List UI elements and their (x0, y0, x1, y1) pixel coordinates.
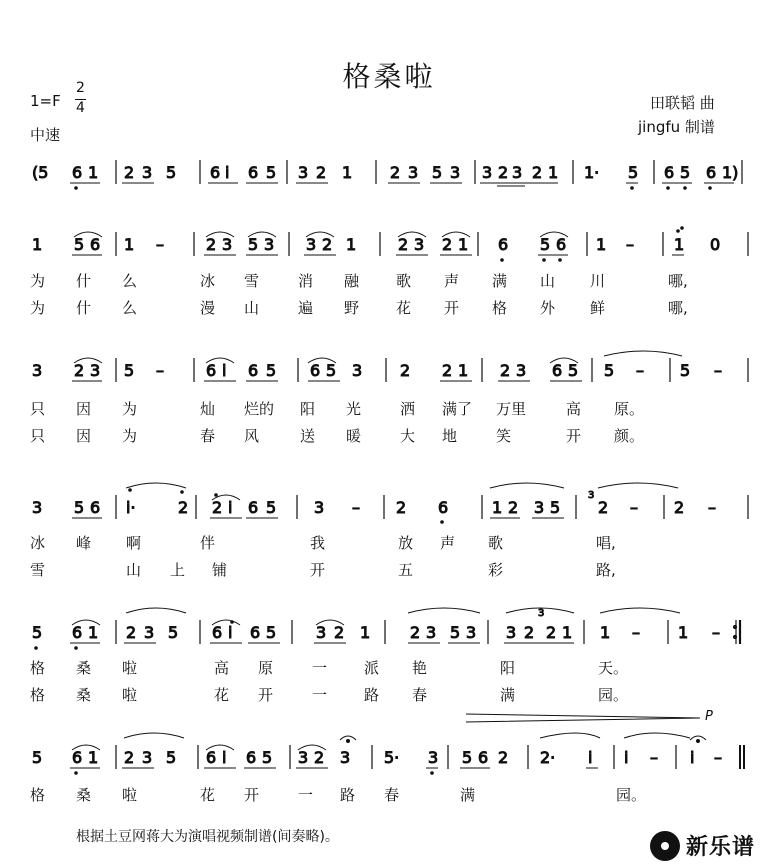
svg-text:1: 1 (492, 498, 503, 517)
svg-text:6: 6 (556, 235, 567, 254)
svg-text:3: 3 (144, 623, 155, 642)
svg-text:1: 1 (458, 235, 469, 254)
svg-text:3: 3 (90, 361, 101, 380)
svg-text:6: 6 (478, 748, 489, 767)
svg-text:3: 3 (316, 623, 327, 642)
svg-text:2: 2 (74, 361, 85, 380)
svg-text:1: 1 (342, 163, 353, 182)
svg-text:1: 1 (88, 748, 99, 767)
svg-text:–: – (630, 498, 638, 517)
svg-text:5: 5 (124, 361, 135, 380)
svg-text:2: 2 (532, 163, 543, 182)
svg-text:3: 3 (516, 361, 527, 380)
svg-text:2: 2 (396, 498, 407, 517)
svg-text:–: – (714, 361, 722, 380)
svg-text:5: 5 (550, 498, 561, 517)
svg-text:2: 2 (126, 623, 137, 642)
svg-text:5: 5 (450, 623, 461, 642)
svg-text:6: 6 (72, 748, 83, 767)
svg-text:–: – (352, 498, 360, 517)
svg-text:–: – (626, 235, 634, 254)
svg-text:2: 2 (398, 235, 409, 254)
svg-text:–: – (714, 748, 722, 767)
svg-text:i·: i· (126, 498, 136, 517)
svg-text:3: 3 (466, 623, 477, 642)
svg-text:2: 2 (334, 623, 345, 642)
svg-text:2: 2 (500, 361, 511, 380)
svg-text:2: 2 (124, 163, 135, 182)
svg-text:1: 1 (88, 623, 99, 642)
svg-text:5: 5 (326, 361, 337, 380)
svg-text:3: 3 (32, 498, 43, 517)
svg-text:6: 6 (552, 361, 563, 380)
svg-text:5: 5 (432, 163, 443, 182)
svg-text:2: 2 (524, 623, 535, 642)
svg-text:3: 3 (588, 490, 595, 501)
svg-text:6: 6 (246, 748, 257, 767)
svg-text:5: 5 (266, 623, 277, 642)
svg-text:i: i (222, 361, 227, 380)
svg-text:5: 5 (604, 361, 615, 380)
svg-text:3: 3 (482, 163, 493, 182)
svg-text:0: 0 (710, 235, 721, 254)
svg-text:1: 1 (562, 623, 573, 642)
svg-text:2: 2 (546, 623, 557, 642)
svg-text:1: 1 (678, 623, 689, 642)
svg-text:6: 6 (90, 498, 101, 517)
tempo-marking: 中速 (30, 126, 61, 144)
svg-text:1: 1 (458, 361, 469, 380)
svg-text:3: 3 (222, 235, 233, 254)
svg-text:5·: 5· (384, 748, 400, 767)
arranger-credit: jingfu 制谱 (638, 118, 715, 136)
svg-text:2: 2 (674, 498, 685, 517)
svg-text:i: i (228, 623, 233, 642)
svg-text:5: 5 (266, 163, 277, 182)
svg-text:3: 3 (414, 235, 425, 254)
svg-text:5: 5 (568, 361, 579, 380)
svg-text:3: 3 (298, 163, 309, 182)
svg-text:2·: 2· (540, 748, 556, 767)
svg-text:3: 3 (142, 748, 153, 767)
svg-text:6: 6 (210, 163, 221, 182)
svg-text:5: 5 (540, 235, 551, 254)
svg-text:6: 6 (498, 235, 509, 254)
svg-text:2: 2 (206, 235, 217, 254)
svg-text:5: 5 (628, 163, 639, 182)
svg-text:1·: 1· (584, 163, 600, 182)
svg-text:3: 3 (512, 163, 523, 182)
svg-text:i: i (222, 748, 227, 767)
svg-text:6: 6 (72, 623, 83, 642)
svg-text:1: 1 (360, 623, 371, 642)
svg-text:2: 2 (442, 235, 453, 254)
svg-text:i: i (588, 748, 593, 767)
svg-text:6: 6 (248, 498, 259, 517)
svg-text:3: 3 (340, 748, 351, 767)
svg-text:5: 5 (32, 748, 43, 767)
svg-text:3: 3 (426, 623, 437, 642)
svg-text:1: 1 (674, 235, 685, 254)
svg-text:3: 3 (352, 361, 363, 380)
svg-text:3: 3 (408, 163, 419, 182)
svg-text:2: 2 (178, 498, 189, 517)
svg-text:2: 2 (598, 498, 609, 517)
svg-text:3: 3 (32, 361, 43, 380)
svg-text:–: – (632, 623, 640, 642)
svg-text:3: 3 (298, 748, 309, 767)
svg-text:2: 2 (410, 623, 421, 642)
svg-text:2: 2 (508, 498, 519, 517)
key-signature: 1=F (30, 92, 61, 110)
svg-text:2: 2 (498, 748, 509, 767)
svg-text:3: 3 (534, 498, 545, 517)
svg-text:i: i (624, 748, 629, 767)
svg-text:1: 1 (124, 235, 135, 254)
svg-text:–: – (636, 361, 644, 380)
svg-text:5: 5 (680, 163, 691, 182)
svg-text:5: 5 (166, 748, 177, 767)
svg-text:–: – (156, 361, 164, 380)
logo-text: 新乐谱 (686, 835, 756, 860)
svg-text:5: 5 (462, 748, 473, 767)
svg-text:(5: (5 (32, 163, 49, 182)
time-signature-top: 2 (76, 80, 85, 96)
svg-text:2: 2 (442, 361, 453, 380)
svg-text:2: 2 (316, 163, 327, 182)
svg-text:2: 2 (124, 748, 135, 767)
svg-text:6: 6 (664, 163, 675, 182)
svg-text:2: 2 (314, 748, 325, 767)
svg-text:1: 1 (88, 163, 99, 182)
svg-text:1: 1 (600, 623, 611, 642)
vinyl-disc-icon (650, 831, 680, 861)
svg-text:–: – (708, 498, 716, 517)
svg-text:3: 3 (428, 748, 439, 767)
source-note: 根据土豆网蒋大为演唱视频制谱(间奏略)。 (76, 829, 339, 845)
svg-text:1: 1 (596, 235, 607, 254)
svg-text:6: 6 (212, 623, 223, 642)
svg-text:3: 3 (314, 498, 325, 517)
svg-text:5: 5 (32, 623, 43, 642)
svg-text:i: i (225, 163, 230, 182)
svg-text:6: 6 (310, 361, 321, 380)
song-title: 格桑啦 (342, 60, 436, 93)
svg-text:3: 3 (450, 163, 461, 182)
svg-text:6: 6 (206, 361, 217, 380)
svg-text:5: 5 (680, 361, 691, 380)
svg-text:2: 2 (498, 163, 509, 182)
svg-text:6: 6 (706, 163, 717, 182)
svg-text:2: 2 (390, 163, 401, 182)
svg-text:i: i (228, 498, 233, 517)
svg-text:2: 2 (400, 361, 411, 380)
svg-text:1): 1) (722, 163, 739, 182)
svg-text:6: 6 (438, 498, 449, 517)
composer-credit: 田联韬 曲 (650, 94, 715, 112)
svg-text:5: 5 (168, 623, 179, 642)
svg-text:6: 6 (250, 623, 261, 642)
svg-text:6: 6 (72, 163, 83, 182)
site-logo (650, 830, 755, 861)
svg-text:3: 3 (506, 623, 517, 642)
time-signature-bottom: 4 (76, 100, 85, 116)
svg-text:6: 6 (248, 163, 259, 182)
svg-text:5: 5 (266, 361, 277, 380)
svg-text:–: – (650, 748, 658, 767)
svg-text:6: 6 (206, 748, 217, 767)
svg-text:2: 2 (322, 235, 333, 254)
svg-text:5: 5 (74, 235, 85, 254)
svg-text:5: 5 (262, 748, 273, 767)
dynamic-marking: P (705, 709, 713, 724)
svg-text:3: 3 (306, 235, 317, 254)
svg-text:3: 3 (142, 163, 153, 182)
svg-text:6: 6 (248, 361, 259, 380)
svg-text:2: 2 (212, 498, 223, 517)
svg-text:6: 6 (90, 235, 101, 254)
svg-text:–: – (156, 235, 164, 254)
svg-text:–: – (712, 623, 720, 642)
svg-text:3: 3 (264, 235, 275, 254)
svg-text:3: 3 (538, 608, 545, 619)
svg-text:5: 5 (248, 235, 259, 254)
svg-text:1: 1 (32, 235, 43, 254)
svg-text:i: i (690, 748, 695, 767)
svg-text:1: 1 (548, 163, 559, 182)
svg-text:5: 5 (166, 163, 177, 182)
svg-text:1: 1 (346, 235, 357, 254)
svg-text:5: 5 (74, 498, 85, 517)
svg-text:5: 5 (266, 498, 277, 517)
